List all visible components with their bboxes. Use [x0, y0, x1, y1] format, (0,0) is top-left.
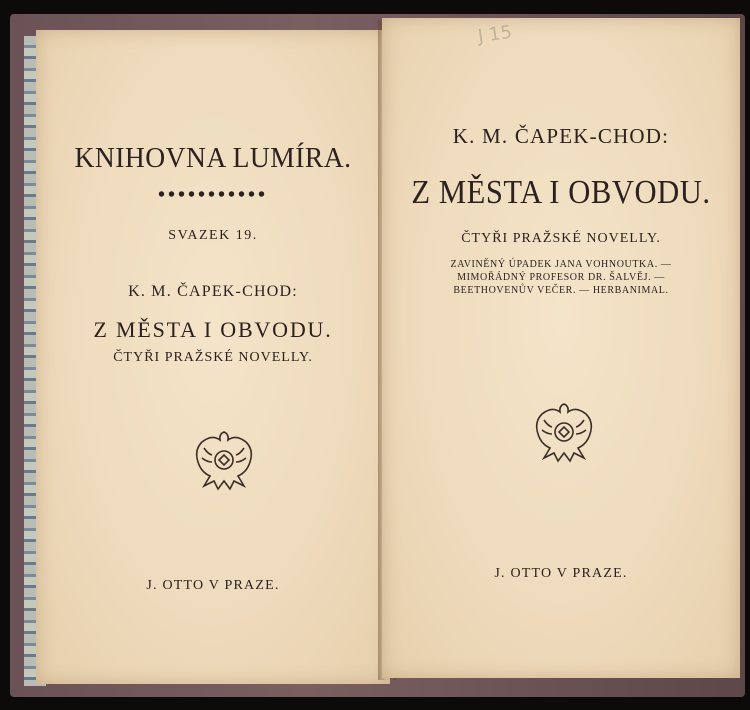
- book-title: Z MĚSTA I OBVODU.: [411, 174, 711, 211]
- story-item: ZAVINĚNÝ ÚPADEK JANA VOHNOUTKA. —: [450, 259, 672, 270]
- eagle-emblem-icon: [530, 398, 598, 468]
- left-page: [36, 30, 390, 684]
- author-name: K. M. ČAPEK-CHOD:: [452, 124, 670, 148]
- book-subtitle: ČTYŘI PRAŽSKÉ NOVELLY.: [113, 350, 313, 365]
- book-title: Z MĚSTA I OBVODU.: [93, 317, 333, 342]
- dotted-ornament: •••••••••••: [157, 184, 269, 206]
- eagle-emblem-icon: [190, 426, 258, 496]
- volume-number: SVAZEK 19.: [168, 228, 258, 243]
- publisher-imprint: J. OTTO V PRAZE.: [146, 578, 280, 593]
- story-item: BEETHOVENŮV VEČER. — HERBANIMAL.: [453, 285, 669, 296]
- story-item: MIMOŘÁDNÝ PROFESOR DR. ŠALVĚJ. —: [457, 272, 665, 283]
- story-list: [382, 258, 740, 297]
- publisher-imprint: J. OTTO V PRAZE.: [494, 566, 628, 581]
- author-name: K. M. ČAPEK-CHOD:: [128, 283, 298, 300]
- book-subtitle: ČTYŘI PRAŽSKÉ NOVELLY.: [461, 231, 661, 246]
- right-page: [382, 18, 740, 678]
- pencil-note: J 15: [476, 21, 514, 48]
- series-title: KNIHOVNA LUMÍRA.: [74, 142, 352, 174]
